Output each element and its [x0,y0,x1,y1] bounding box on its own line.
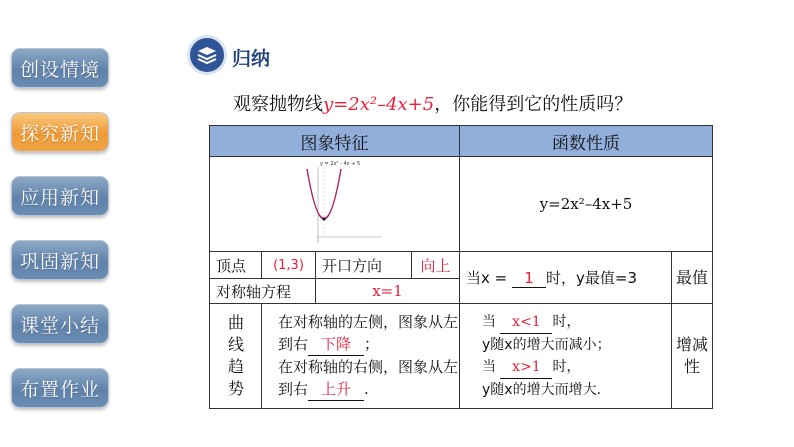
nav-item-consolidate[interactable]: 巩固新知 [11,240,109,280]
parabola-graph [210,157,460,252]
nav-item-homework[interactable]: 布置作业 [11,368,109,408]
vertex-label: 顶点 [210,252,262,279]
prop-shi-1: 时， [552,314,581,330]
trend-right-blank: 上升 [308,378,364,401]
graph-label: y = 2x² - 4x + 5 [320,161,361,167]
header-image-features: 图象特征 [210,126,460,157]
question-suffix: ，你能得到它的性质吗？ [434,94,633,115]
open-direction-label: 开口方向 [316,252,412,279]
prop-line-2: y随x的增大而减小； [482,337,611,353]
zuizhi-label: 最值 [672,252,713,304]
prop-shi-2: 时， [552,359,581,375]
nav-item-summary[interactable]: 课堂小结 [11,304,109,344]
prop-cond-2: x>1 [500,356,552,379]
properties-table [209,125,713,409]
nav-item-apply-new[interactable]: 应用新知 [11,176,109,216]
stack-icon [187,35,227,75]
zengjian-label: 增减性 [672,304,713,409]
prop-cond-1: x<1 [500,311,552,334]
section-title: 归纳 [232,48,271,70]
vertex-value: (1,3) [262,252,316,279]
axis-label: 对称轴方程 [210,279,316,304]
axis-value: x=1 [316,279,460,304]
trend-left-text: 在对称轴的左侧，图象从左到右 [278,313,459,353]
nav-item-explore-new[interactable]: 探究新知 [11,112,109,152]
extreme-value-cell [460,252,672,304]
trend-right-text: 在对称轴的右侧，图象从左到右 [278,358,459,398]
trend-label: 曲线趋势 [210,304,262,409]
formula-cell: y=2x²–4x+5 [460,157,713,252]
question-text [233,90,632,116]
x-value-blank: 1 [512,269,546,288]
question-formula: y=2x²–4x+5 [323,94,435,115]
header-function-properties: 函数性质 [460,126,713,157]
trend-right-end: . [364,380,369,398]
trend-left-end: ； [364,335,380,353]
trend-description [262,304,460,409]
prop-line-4: y随x的增大而增大. [482,382,602,398]
y-min-text: 时，y最值=3 [546,269,637,287]
prop-when-2: 当 [482,359,496,375]
open-direction-value: 向上 [412,252,460,279]
when-x-label: 当x = [466,269,508,287]
monotonicity-description [460,304,672,409]
parabola-plot [304,159,384,249]
question-prefix: 观察抛物线 [233,94,323,115]
nav-item-create-situation[interactable]: 创设情境 [11,48,109,88]
prop-when-1: 当 [482,314,496,330]
trend-left-blank: 下降 [308,333,364,356]
